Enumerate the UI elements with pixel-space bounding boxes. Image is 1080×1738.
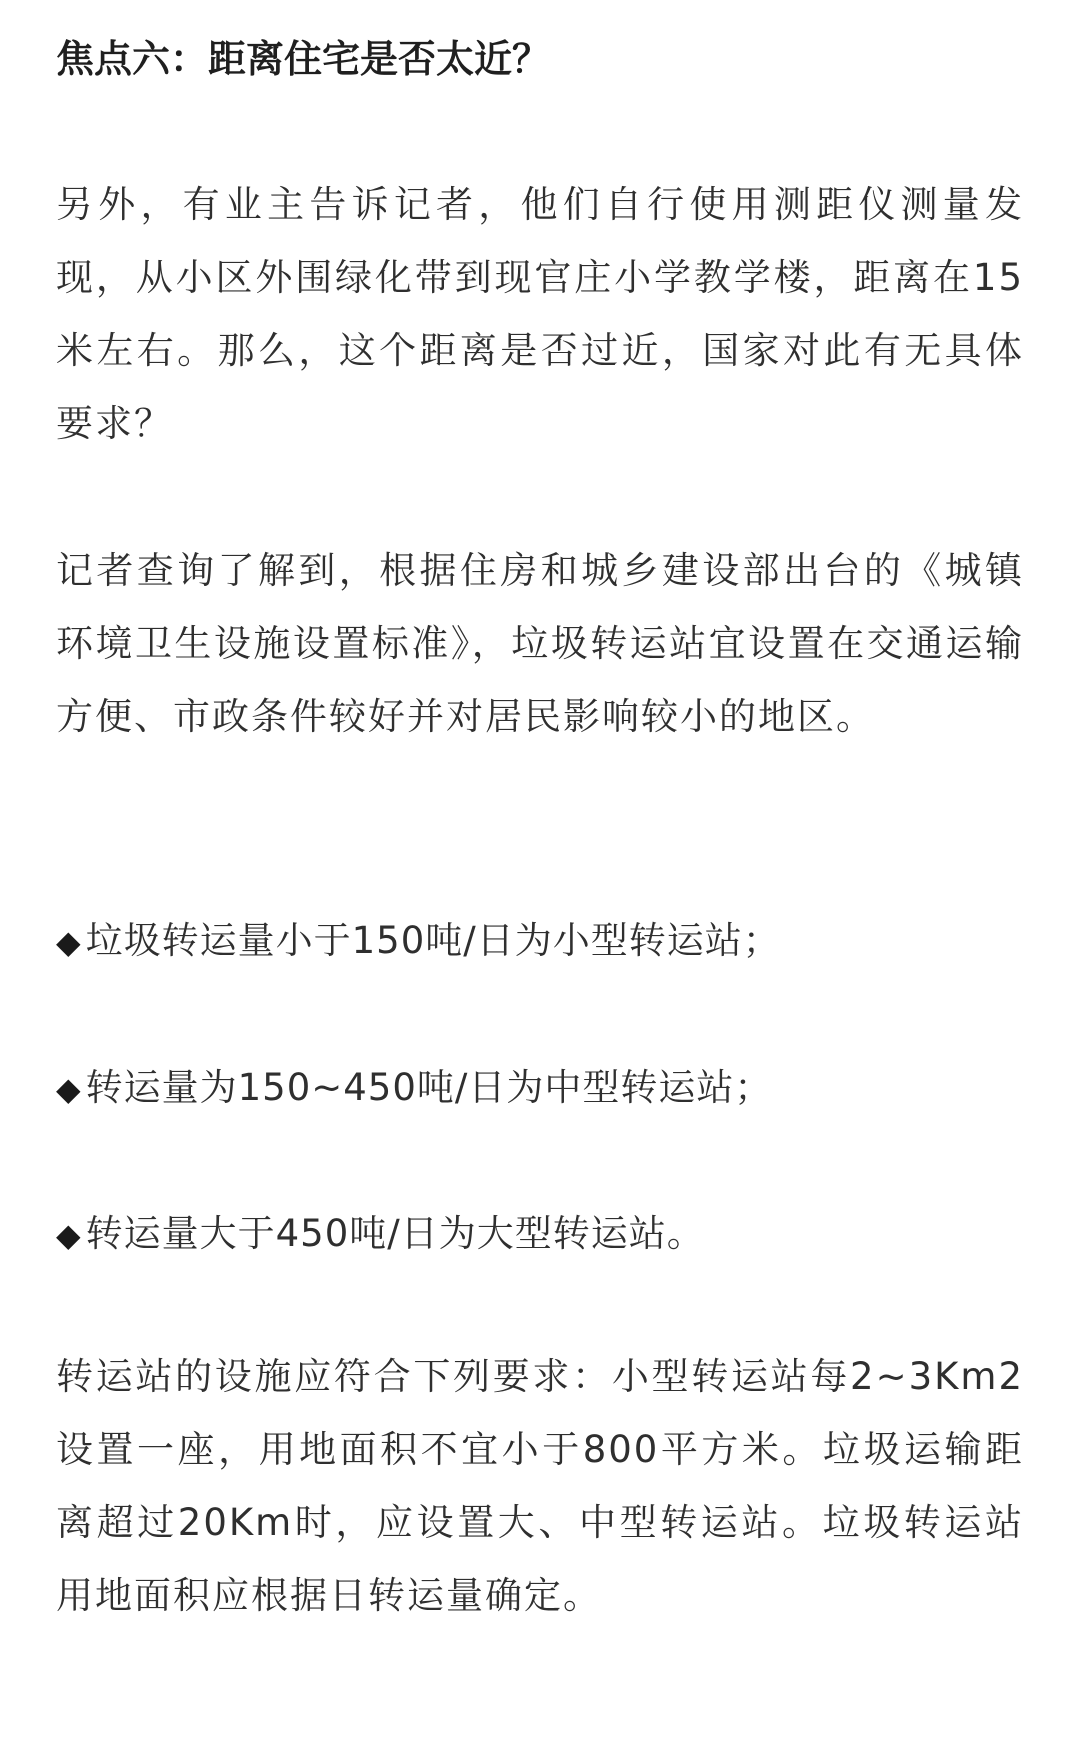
paragraph-standard-reference: 记者查询了解到，根据住房和城乡建设部出台的《城镇环境卫生设施设置标准》，垃圾转运站宜设置在交通运输方便、市政条件较好并对居民影响较小的地区。	[56, 549, 1024, 738]
bullet-medium-station	[56, 1051, 772, 1126]
diamond-icon: ◆	[56, 923, 82, 961]
diamond-icon: ◆	[56, 1216, 82, 1254]
paragraph-residents-measurement: 另外，有业主告诉记者，他们自行使用测距仪测量发现，从小区外围绿化带到现官庄小学教学楼，距离在15米左右。那么，这个距离是否过近，国家对此有无具体要求？	[56, 183, 1024, 445]
paragraph-facility-requirements: 转运站的设施应符合下列要求：小型转运站每2~3Km2设置一座，用地面积不宜小于800平方米。垃圾运输距离超过20Km时，应设置大、中型转运站。垃圾转运站用地面积应根据日转运量确定。	[56, 1355, 1024, 1617]
bullet-small-station	[56, 904, 781, 979]
bullet-text: 转运量大于450吨/日为大型转运站。	[85, 1212, 705, 1255]
bullet-text: 转运量为150~450吨/日为中型转运站；	[85, 1066, 773, 1109]
bullet-large-station	[56, 1197, 705, 1272]
bullet-text: 垃圾转运量小于150吨/日为小型转运站；	[85, 919, 781, 962]
diamond-icon: ◆	[56, 1070, 82, 1108]
section-heading: 焦点六：距离住宅是否太近？	[56, 37, 551, 81]
